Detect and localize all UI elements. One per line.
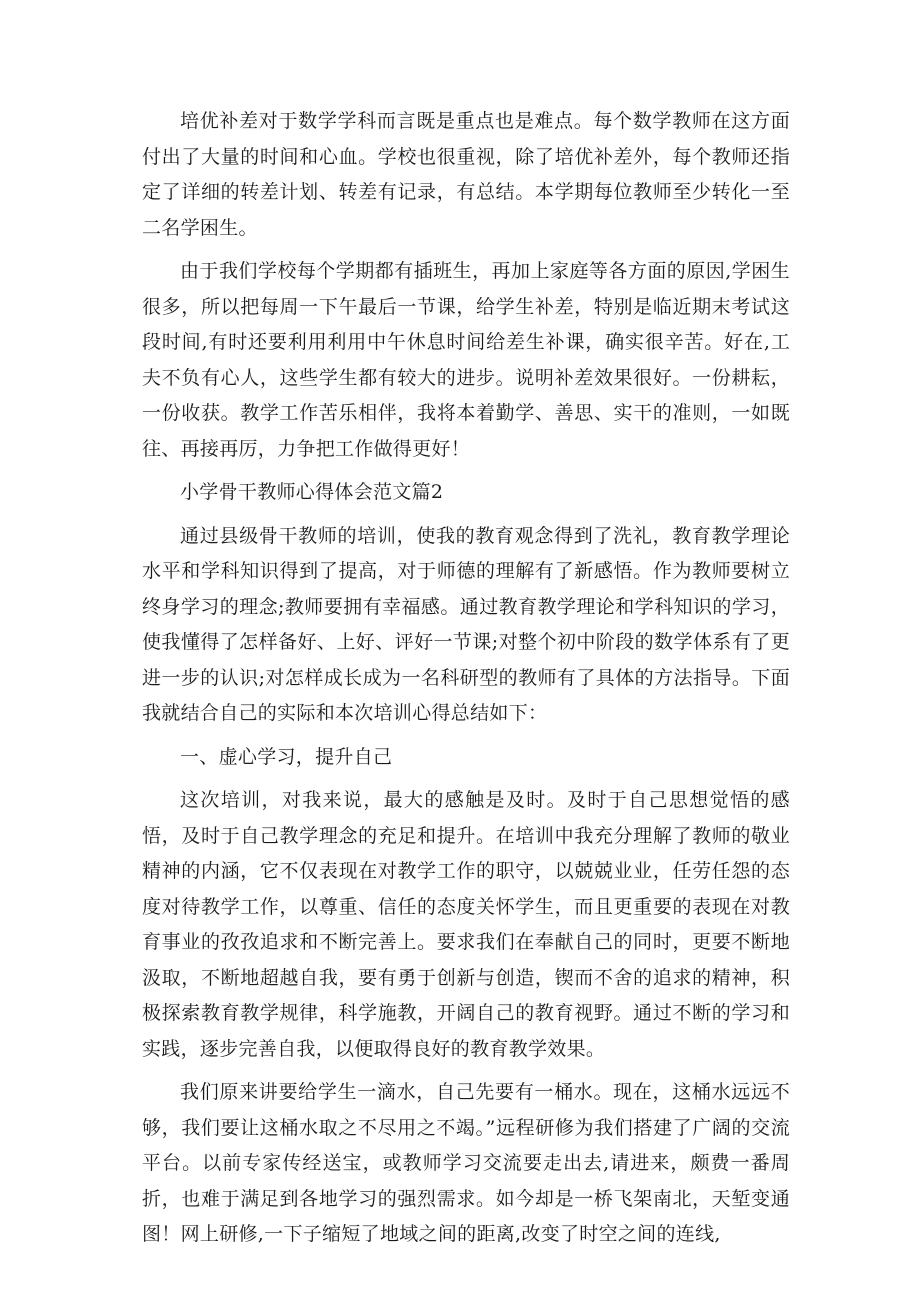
paragraph-tutoring: 培优补差对于数学学科而言既是重点也是难点。每个数学教师在这方面付出了大量的时间和心血。学校也很重视，除了培优补差外，每个教师还指定了详细的转差计划、转差有记录，有总结。本学期每位教师至少转化一至二名学困生。 <box>142 110 790 239</box>
section-title-essay-2: 小学骨干教师心得体会范文篇2 <box>180 481 444 503</box>
paragraph-training-intro: 通过县级骨干教师的培训，使我的教育观念得到了洗礼，教育教学理论水平和学科知识得到了提高，对于师德的理解有了新感悟。作为教师要树立终身学习的理念;教师要拥有幸福感。通过教育教学理论和学科知识的学习，使我懂得了怎样备好、上好、评好一节课;对整个初中阶段的数学体系有了更进一步的认识;对怎样成长成为一名科研型的教师有了具体的方法指导。下面我就结合自己的实际和本次培训心得总结如下： <box>142 524 790 724</box>
document-body <box>142 104 790 1261</box>
subheading-learn-humbly: 一、虚心学习，提升自己 <box>180 745 393 768</box>
paragraph-transfer-students: 由于我们学校每个学期都有插班生，再加上家庭等各方面的原因,学困生很多，所以把每周一下午最后一节课，给学生补差，特别是临近期末考试这段时间,有时还要利用利用中午休息时间给差生补课，确实很辛苦。好在,工夫不负有心人，这些学生都有较大的进步。说明补差效果很好。一份耕耘，一份收获。教学工作苦乐相伴，我将本着勤学、善思、实干的准则，一如既往、再接再厉，力争把工作做得更好！ <box>142 260 790 460</box>
paragraph-timely-insight: 这次培训，对我来说，最大的感触是及时。及时于自己思想觉悟的感悟，及时于自己教学理念的充足和提升。在培训中我充分理解了教师的敬业精神的内涵，它不仅表现在对教学工作的职守，以兢兢业业，任劳任怨的态度对待教学工作，以尊重、信任的态度关怀学生，而且更重要的表现在对教育事业的孜孜追求和不断完善上。要求我们在奉献自己的同时，更要不断地汲取，不断地超越自我，要有勇于创新与创造，锲而不舍的追求的精神，积极探索教育教学规律，科学施教，开阔自己的教育视野。通过不断的学习和实践，逐步完善自我，以便取得良好的教育教学效果。 <box>142 789 790 1060</box>
paragraph-bucket-of-water: 我们原来讲要给学生一滴水，自己先要有一桶水。现在，这桶水远远不够，我们要让这桶水取之不尽用之不竭。”远程研修为我们搭建了广阔的交流平台。以前专家传经送宝，或教师学习交流要走出去,请进来，颇费一番周折，也难于满足到各地学习的强烈需求。如今却是一桥飞架南北，天堑变通图！网上研修,一下子缩短了地域之间的距离,改变了时空之间的连线, <box>142 1081 790 1245</box>
